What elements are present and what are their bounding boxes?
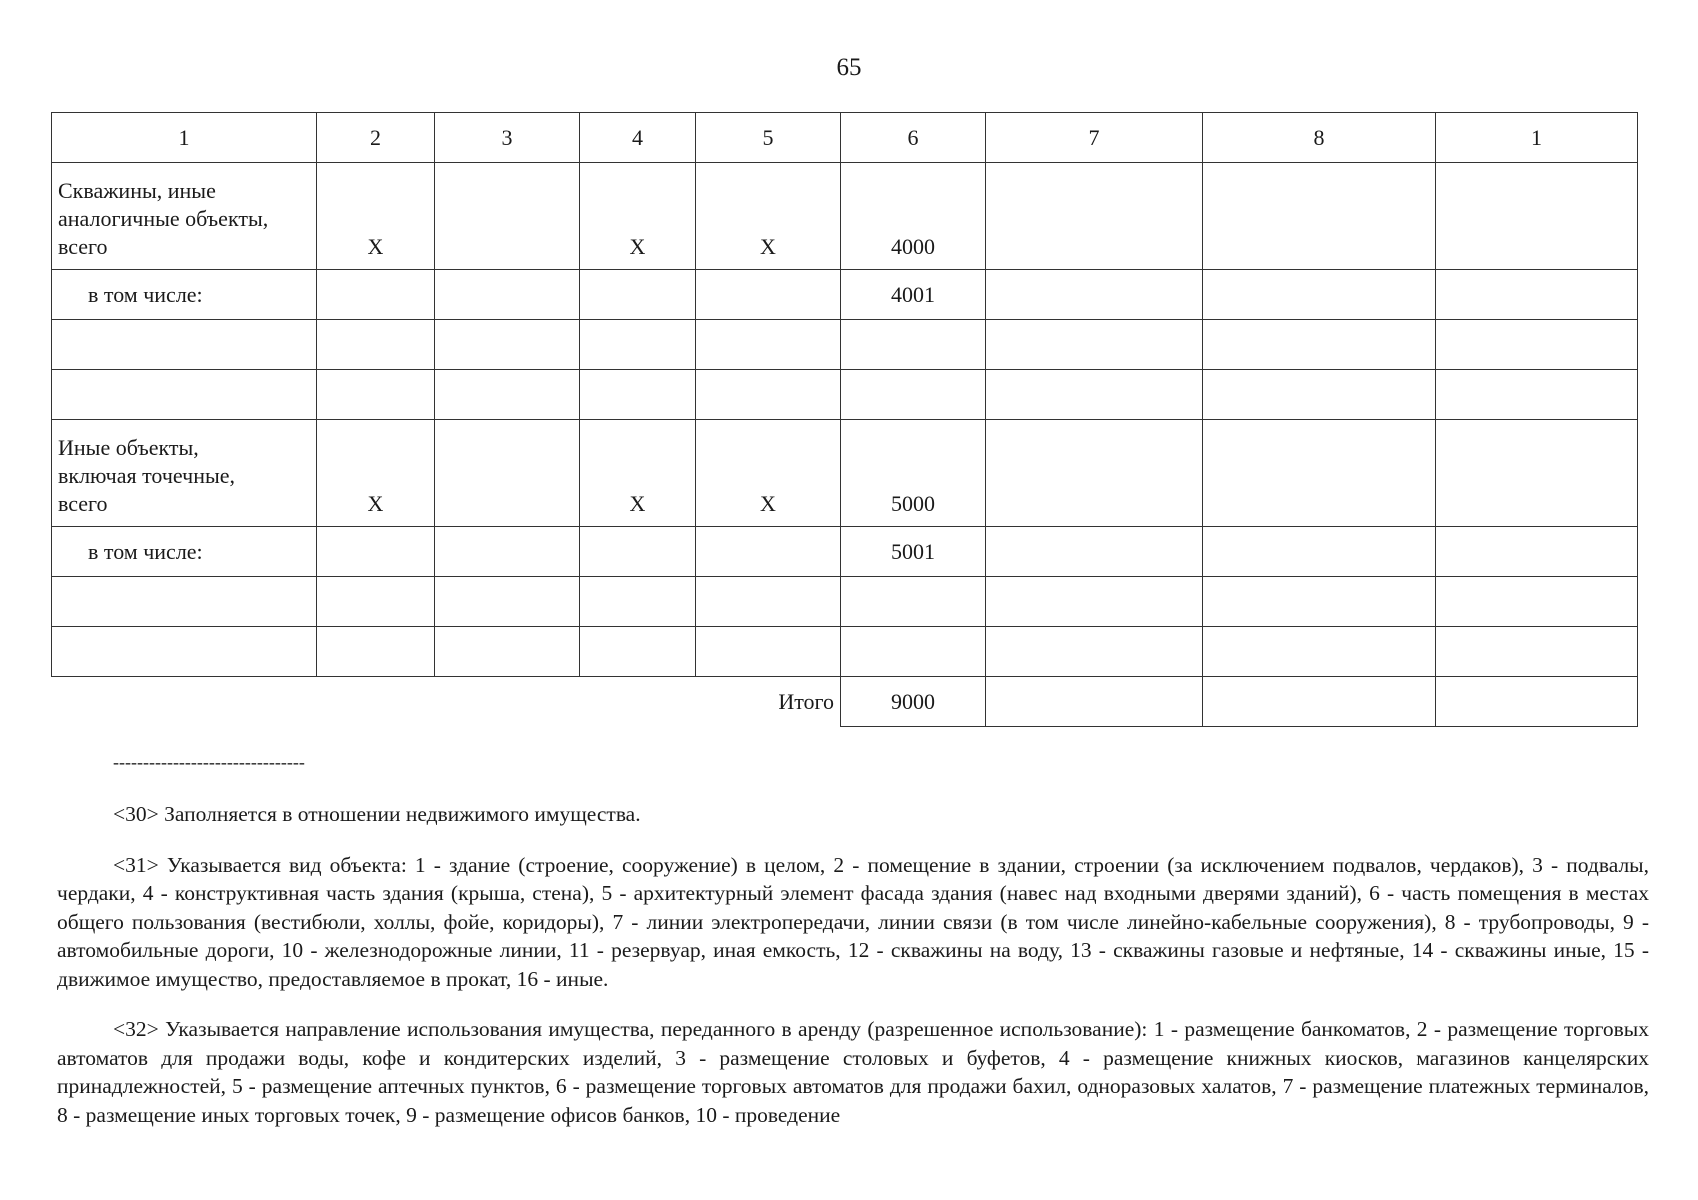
cell-empty bbox=[986, 163, 1203, 270]
table-row-empty bbox=[52, 577, 1638, 627]
cell-empty bbox=[1203, 420, 1436, 527]
cell-mark: X bbox=[317, 420, 435, 527]
column-header: 8 bbox=[1203, 113, 1436, 163]
row-code: 4001 bbox=[841, 270, 986, 320]
cell-empty bbox=[580, 527, 696, 577]
cell-empty bbox=[1203, 527, 1436, 577]
table-row-empty bbox=[52, 370, 1638, 420]
column-header: 3 bbox=[435, 113, 580, 163]
cell-empty bbox=[317, 527, 435, 577]
table-row-empty bbox=[52, 320, 1638, 370]
column-header: 7 bbox=[986, 113, 1203, 163]
cell-empty bbox=[435, 163, 580, 270]
row-label-line: всего bbox=[58, 234, 108, 259]
row-label-line: включая точечные, bbox=[58, 463, 236, 488]
cell-empty bbox=[1203, 163, 1436, 270]
footnote-31: <31> Указывается вид объекта: 1 - здание (строение, сооружение) в целом, 2 - помещение в здании, строении (за исключением подвалов, чердаков), 3 - подвалы, чердаки, 4 - конструктивная часть здания (крыша, стена), 5 - архитектурный элемент фасада здания (навес над входными дверями зданий), 6 - часть помещения в местах общего пользования (вестибюли, холлы, фойе, коридоры), 7 - линии электропередачи, линии связи (в том числе линейно-кабельные сооружения), 8 - трубопроводы, 9 - автомобильные дороги, 10 - железнодорожные линии, 11 - резервуар, иная емкость, 12 - скважины на воду, 13 - скважины газовые и нефтяные, 14 - скважины иные, 15 - движимое имущество, предоставляемое в прокат, 16 - иные. bbox=[57, 852, 1649, 991]
table-row-wells-total bbox=[52, 163, 1638, 270]
row-label-other bbox=[52, 420, 317, 527]
cell-empty bbox=[986, 420, 1203, 527]
table-row-other-total bbox=[52, 420, 1638, 527]
row-label-line: Иные объекты, bbox=[58, 435, 199, 460]
table-row-wells-including bbox=[52, 270, 1638, 320]
cell-empty bbox=[1203, 270, 1436, 320]
cell-empty bbox=[1436, 527, 1638, 577]
cell-mark: X bbox=[580, 420, 696, 527]
header-row bbox=[52, 113, 1638, 163]
footnotes bbox=[57, 800, 1649, 1151]
cell-empty bbox=[1436, 163, 1638, 270]
cell-empty bbox=[696, 270, 841, 320]
footnote-30: <30> Заполняется в отношении недвижимого имущества. bbox=[113, 802, 641, 826]
cell-mark: X bbox=[696, 420, 841, 527]
cell-empty bbox=[435, 420, 580, 527]
row-label-line: Скважины, иные bbox=[58, 178, 216, 203]
cell-empty bbox=[986, 527, 1203, 577]
table-row-empty bbox=[52, 627, 1638, 677]
cell-mark: X bbox=[696, 163, 841, 270]
row-label-wells bbox=[52, 163, 317, 270]
cell-empty bbox=[1436, 270, 1638, 320]
table-row-other-including bbox=[52, 527, 1638, 577]
footnote-divider: -------------------------------- bbox=[113, 752, 305, 772]
cell-empty bbox=[696, 527, 841, 577]
row-sublabel: в том числе: bbox=[52, 527, 317, 577]
row-code: 5001 bbox=[841, 527, 986, 577]
cell-empty bbox=[1203, 677, 1436, 727]
property-form-table bbox=[51, 112, 1638, 727]
row-sublabel: в том числе: bbox=[52, 270, 317, 320]
cell-empty bbox=[435, 270, 580, 320]
cell-empty bbox=[1436, 677, 1638, 727]
column-header: 1 bbox=[52, 113, 317, 163]
column-header: 1 bbox=[1436, 113, 1638, 163]
table-row-total bbox=[52, 677, 1638, 727]
cell-empty bbox=[986, 677, 1203, 727]
row-code: 5000 bbox=[841, 420, 986, 527]
footnote-32: <32> Указывается направление использования имущества, переданного в аренду (разрешенное использование): 1 - размещение банкоматов, 2 - размещение торговых автоматов для продажи воды, кофе и кондитерских изделий, 3 - размещение столовых и буфетов, 4 - размещение книжных киосков, магазинов канцелярских принадлежностей, 5 - размещение аптечных пунктов, 6 - размещение торговых автоматов для продажи бахил, одноразовых халатов, 7 - размещение платежных терминалов, 8 - размещение иных торговых точек, 9 - размещение офисов банков, 10 - проведение bbox=[57, 1017, 1649, 1127]
cell-mark: X bbox=[580, 163, 696, 270]
row-code: 4000 bbox=[841, 163, 986, 270]
cell-empty bbox=[1436, 420, 1638, 527]
cell-empty bbox=[580, 270, 696, 320]
page-number: 65 bbox=[836, 54, 862, 81]
row-label-line: аналогичные объекты, bbox=[58, 206, 269, 231]
cell-empty bbox=[986, 270, 1203, 320]
row-label-line: всего bbox=[58, 491, 108, 516]
total-label: Итого bbox=[778, 688, 834, 714]
column-header: 2 bbox=[317, 113, 435, 163]
column-header: 5 bbox=[696, 113, 841, 163]
cell-mark: X bbox=[317, 163, 435, 270]
column-header: 4 bbox=[580, 113, 696, 163]
total-code: 9000 bbox=[841, 677, 986, 727]
column-header: 6 bbox=[841, 113, 986, 163]
cell-empty bbox=[317, 270, 435, 320]
cell-empty bbox=[435, 527, 580, 577]
